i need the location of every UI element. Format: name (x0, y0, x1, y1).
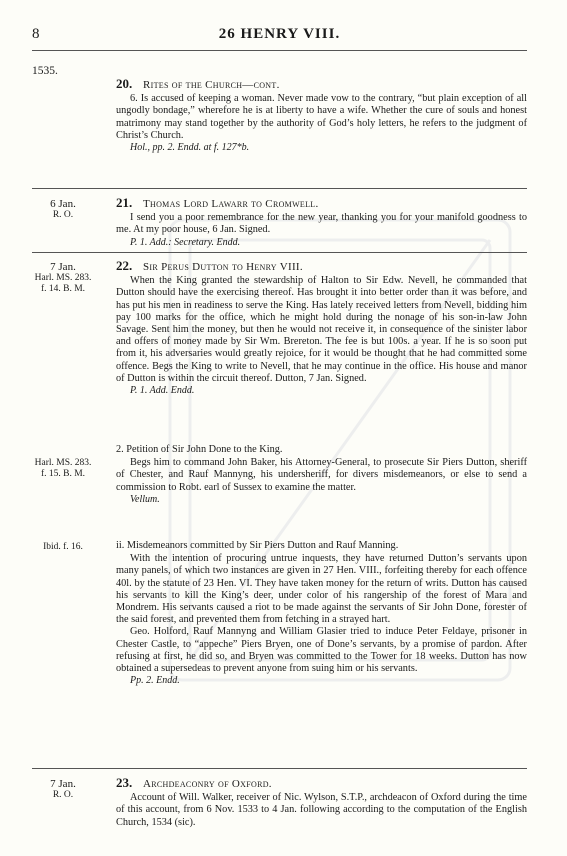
entry-number: 20. (116, 76, 133, 91)
entry-title: Rites of the Church—cont. (143, 79, 280, 91)
entry-margin (32, 458, 94, 480)
entry-heading (116, 777, 527, 790)
entry-divider (32, 252, 527, 253)
entry-subtitle: 2. Petition of Sir John Done to the King. (116, 444, 283, 455)
entry-body (116, 197, 527, 249)
entry-date: 7 Jan. (50, 261, 76, 273)
entry-margin (32, 262, 94, 295)
entry-date: 7 Jan. (50, 778, 76, 790)
page-header (32, 26, 527, 46)
entry-title: Sir Perus Dutton to Henry VIII. (143, 261, 303, 273)
entry-source: Ibid. f. 16. (43, 542, 83, 552)
entry-margin (32, 542, 94, 553)
entry-note: Vellum. (130, 493, 160, 505)
entry-divider (32, 188, 527, 189)
entry-heading (116, 78, 527, 91)
year-marker: 1535. (32, 65, 58, 77)
entry-title: Archdeaconry of Oxford. (143, 778, 272, 790)
entry-body (116, 777, 527, 829)
entry-paragraph: 6. Is accused of keeping a woman. Never made vow to the contrary, “but plain exception of all ungodly bondage,” wherefore he is at liberty to have a wife. Whether the cure of souls and honest matrimony may stand together by the authority of God’s holy letters, he refers to the judgment of Christ’s Church. (116, 93, 527, 141)
entry-margin (32, 779, 94, 801)
entry-paragraph: Account of Will. Walker, receiver of Nic. Wylson, S.T.P., archdeacon of Oxford during the time of this account, from 6 Nov. 1533 to 4 Jan. following according to the computation of the English Church, 1534 (sic). (116, 792, 527, 828)
entry-body (116, 540, 527, 687)
entry-note: P. 1. Add. Endd. (130, 385, 195, 397)
entry-paragraph: I send you a poor remembrance for the new year, thanking you for your manifold goodness to me. At my poor house, 6 Jan. Signed. (116, 212, 527, 236)
entry-subtitle: ii. Misdemeanors committed by Sir Piers Dutton and Rauf Manning. (116, 540, 399, 551)
entry-source: Harl. MS. 283. f. 15. B. M. (34, 458, 92, 479)
entry-number: 22. (116, 258, 133, 273)
entry-paragraph: Geo. Holford, Rauf Mannyng and William Glasier tried to induce Peter Feldaye, prisoner in Chester Castle, to “appeche” Piers Bryen, one of Done’s servants, by a promise of pardon. After refusing at first, he did so, and Bryen was committed to the Tower for 18 weeks. Dutton has now obtained a supersedeas to prevent anyone from suing him or his servants. (116, 626, 527, 675)
entry-paragraph: With the intention of procuring untrue inquests, they have returned Dutton’s servants upon many panels, of which two instances are given in 27 Hen. VIII., forfeiting thereby for each offence 40l. by the statute of 23 Hen. VI. They have taken money for the return of writs. Dutton has caused his servants to kill the King’s deer, under color of his rangership of the forest of Mara and Mondrem. His servants caused a riot to be made against the servants of Sir John Done, forester of the said forest, and prevented them from fetching in a strayed hart. (116, 553, 527, 626)
page-number: 8 (32, 26, 40, 42)
entry-body (116, 260, 527, 397)
entry-date: 6 Jan. (50, 198, 76, 210)
entry-heading (116, 260, 527, 273)
running-title: 26 HENRY VIII. (218, 26, 341, 42)
entry-body (116, 78, 527, 154)
entry-note: Hol., pp. 2. Endd. at f. 127*b. (130, 142, 250, 154)
entry-source: R. O. (52, 210, 74, 220)
entry-paragraph: When the King granted the stewardship of Halton to Sir Edw. Nevell, he commanded that Dutton should have the exercising thereof. Has brought it into better order than it was before, and has put his men in readiness to serve the King. Has lately received letters from Nevell, bidding him pay 100 marks for the office, which he might hold during the nonage of his son-in-law John Savage. Sent him the money, but then he would not receive it, in consequence of the sinister labor and offers of money made by Sir Wm. Brereton. The fee is but 100s. a year. If he is so soon put from it, his adversaries would greatly rejoice, for it would be thought that he had committed some offence. Begs the King to write to Nevell, that he may continue in the office. His house and manor of Dutton is within the circuit thereof. Dutton, 7 Jan. Signed. (116, 275, 527, 384)
entry-note: Pp. 2. Endd. (130, 675, 180, 687)
entry-heading (116, 197, 527, 210)
entry-note: P. 1. Add.: Secretary. Endd. (130, 236, 241, 248)
entry-divider (32, 768, 527, 769)
entry-number: 23. (116, 775, 133, 790)
entry-body (116, 444, 527, 506)
header-rule (32, 50, 527, 51)
entry-source: Harl. MS. 283. f. 14. B. M. (34, 273, 92, 294)
entry-margin (32, 199, 94, 221)
entry-title: Thomas Lord Lawarr to Cromwell. (143, 198, 319, 210)
entry-source: R. O. (52, 790, 74, 800)
entry-number: 21. (116, 195, 133, 210)
entry-paragraph: Begs him to command John Baker, his Attorney-General, to prosecute Sir Piers Dutton, sheriff of Chester, and Rauf Mannyng, his undersheriff, for divers misdemeanors, or else to send a commission to Robt. earl of Sussex to examine the matter. (116, 457, 527, 493)
